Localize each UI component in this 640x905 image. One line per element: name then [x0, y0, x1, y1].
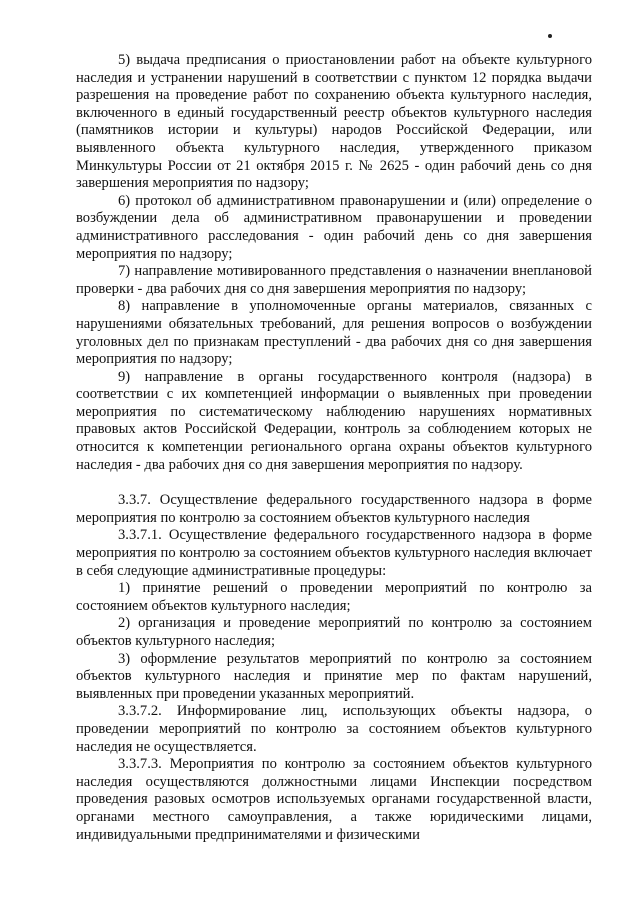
procedure-item-2: 2) организация и проведение мероприятий по контролю за состоянием объектов культурного наследия;	[76, 615, 592, 649]
list-item-6: 6) протокол об административном правонарушении и (или) определение о возбуждении дела об административном правонарушении и проведении административного расследования - один рабочий день со дня завершения мероприятия по надзору;	[76, 192, 592, 262]
list-item-8: 8) направление в уполномоченные органы материалов, связанных с нарушениями обязательных требований, для решения вопросов о возбуждении уголовных дел по признакам преступлений - два рабочих дня со дня завершения мероприятия по надзору;	[76, 298, 592, 368]
document-body	[76, 52, 592, 844]
procedure-item-3: 3) оформление результатов мероприятий по контролю за состоянием объектов культурного наследия и принятие мер по фактам нарушений, выявленных при проведении указанных мероприятий.	[76, 650, 592, 702]
clause-3-3-7-2: 3.3.7.2. Информирование лиц, использующих объекты надзора, о проведении мероприятий по контролю за состоянием объектов культурного наследия не осуществляется.	[76, 703, 592, 755]
section-spacer	[76, 474, 592, 492]
list-item-7: 7) направление мотивированного представления о назначении внеплановой проверки - два рабочих дня со дня завершения мероприятия по надзору;	[76, 263, 592, 297]
section-heading-3-3-7: 3.3.7. Осуществление федерального государственного надзора в форме мероприятия по контролю за состоянием объектов культурного наследия	[76, 492, 592, 526]
procedure-item-1: 1) принятие решений о проведении мероприятий по контролю за состоянием объектов культурного наследия;	[76, 580, 592, 614]
list-item-5: 5) выдача предписания о приостановлении работ на объекте культурного наследия и устранении нарушений в соответствии с пунктом 12 порядка выдачи разрешения на проведение работ по сохранению объекта культурного наследия, включенного в единый государственный реестр объектов культурного наследия (памятников истории и культуры) народов Российской Федерации, или выявленного объекта культурного наследия, утвержденного приказом Минкультуры России от 21 октября 2015 г. № 2625 - один рабочий день со дня завершения мероприятия по надзору;	[76, 52, 592, 192]
list-item-9: 9) направление в органы государственного контроля (надзора) в соответствии с их компетенцией информации о выявленных при проведении мероприятия по систематическому наблюдению нарушениях нормативных правовых актов Российской Федерации, контроль за соблюдением которых не относится к компетенции регионального органа охраны объектов культурного наследия - два рабочих дня со дня завершения мероприятия по надзору.	[76, 368, 592, 473]
clause-3-3-7-3: 3.3.7.3. Мероприятия по контролю за состоянием объектов культурного наследия осуществляются должностными лицами Инспекции посредством проведения разовых осмотров используемых органами государственной власти, органами местного самоуправления, а также юридическими лицами, индивидуальными предпринимателями и физическими	[76, 756, 592, 843]
clause-3-3-7-1: 3.3.7.1. Осуществление федерального государственного надзора в форме мероприятия по контролю за состоянием объектов культурного наследия включает в себя следующие административные процедуры:	[76, 527, 592, 579]
scan-dot	[548, 34, 552, 38]
